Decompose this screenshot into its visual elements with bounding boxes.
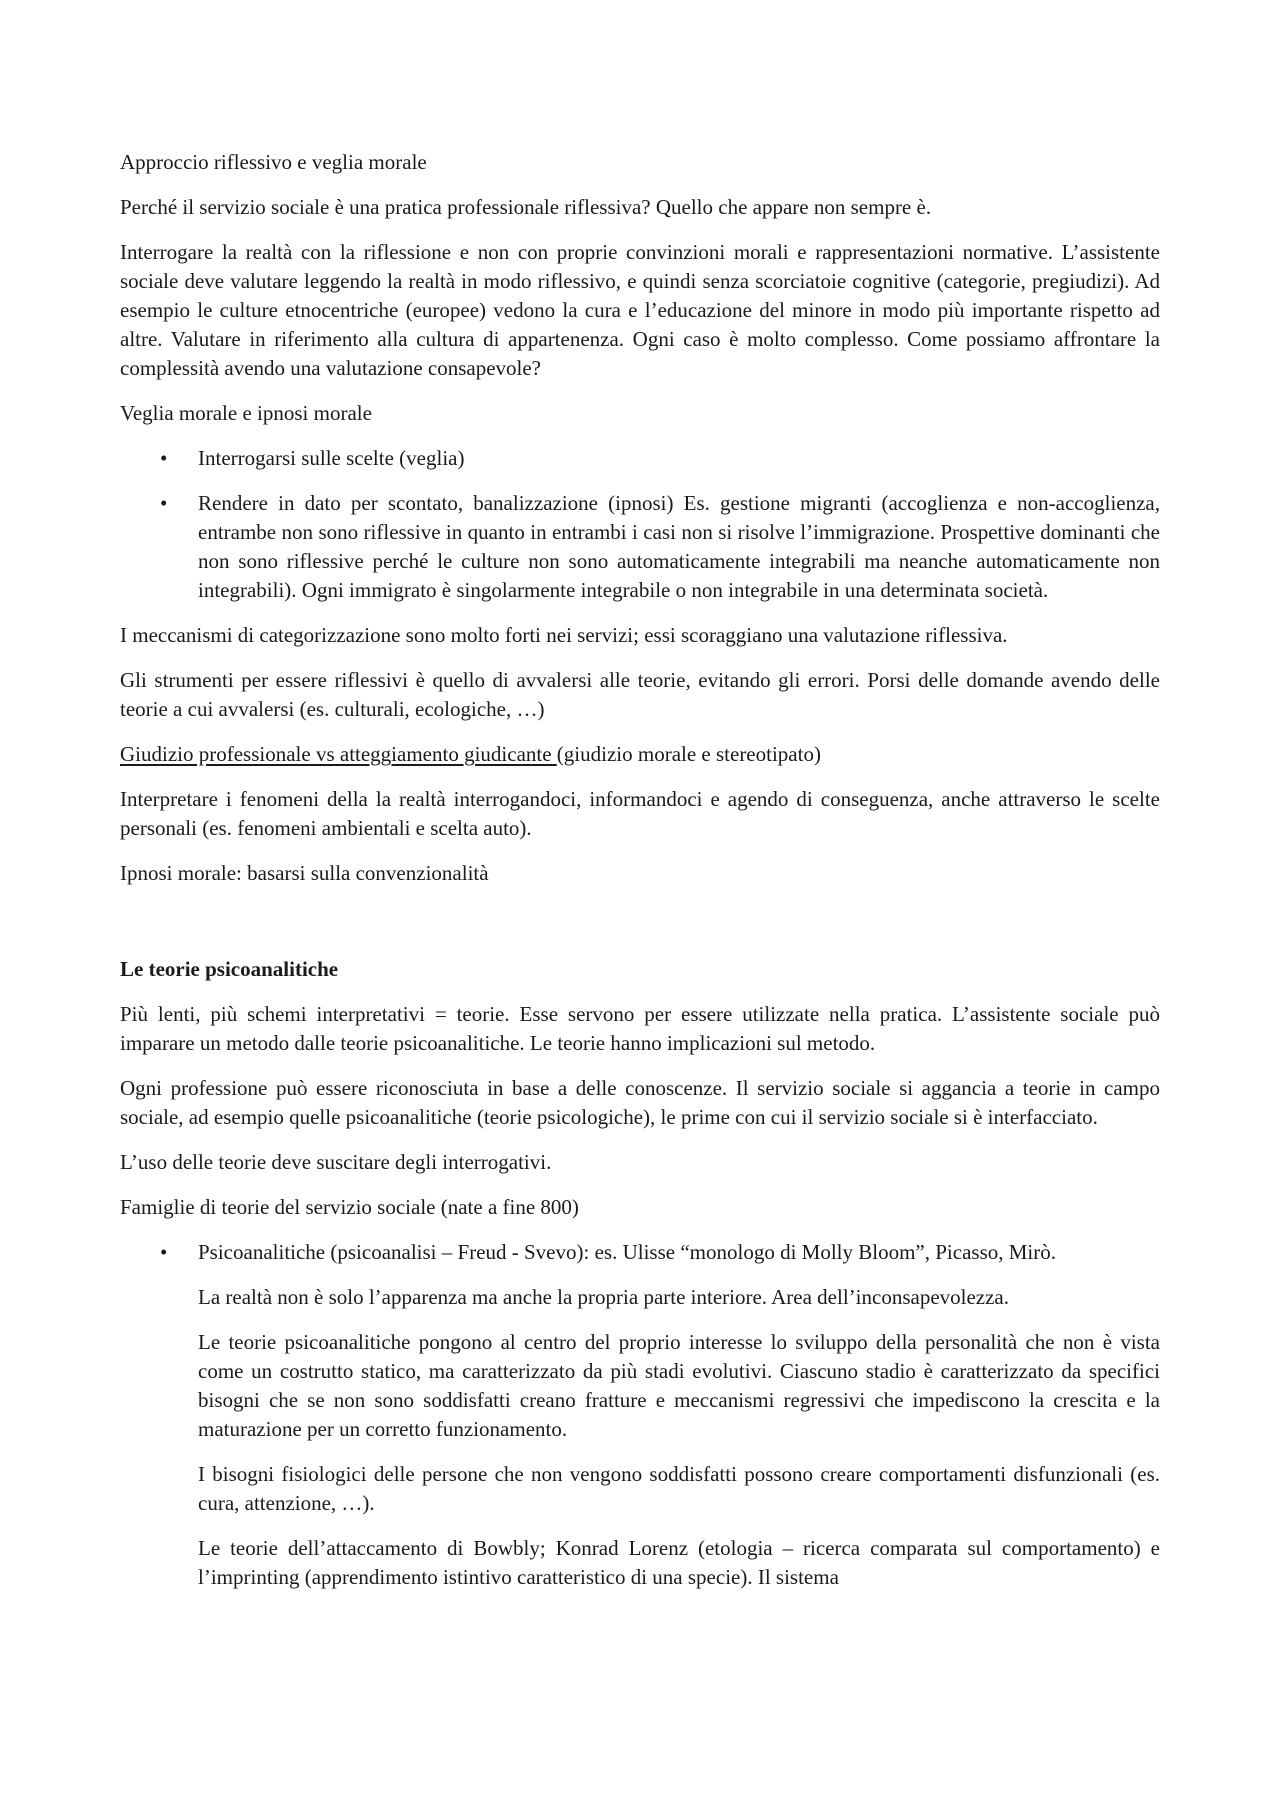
list-item-text: Interrogarsi sulle scelte (veglia) <box>198 446 465 470</box>
list-item-text: Psicoanalitiche (psicoanalisi – Freud - Svevo): es. Ulisse “monologo di Molly Bloom”, Picasso, Mirò. <box>198 1240 1056 1264</box>
section-heading: Approccio riflessivo e veglia morale <box>120 150 427 174</box>
vertical-spacer <box>120 904 1160 955</box>
list-item <box>120 489 1160 605</box>
bullet-icon: • <box>160 1240 168 1264</box>
section-heading: Le teorie psicoanalitiche <box>120 957 339 981</box>
bullet-list <box>120 444 1160 605</box>
paragraph <box>120 740 1160 769</box>
paragraph: Interpretare i fenomeni della la realtà interrogandoci, informandoci e agendo di conseguenza, anche attraverso le scelte personali (es. fenomeni ambientali e scelta auto). <box>120 787 1160 840</box>
indented-paragraph: Le teorie dell’attaccamento di Bowbly; Konrad Lorenz (etologia – ricerca comparata sul comportamento) e l’imprinting (apprendimento istintivo caratteristico di una specie). Il sistema <box>198 1536 1160 1589</box>
subheading: Veglia morale e ipnosi morale <box>120 401 372 425</box>
paragraph: Ogni professione può essere riconosciuta in base a delle conoscenze. Il servizio sociale si aggancia a teorie in campo sociale, ad esempio quelle psicoanalitiche (teorie psicologiche), le prime con cui il servizio sociale si è interfacciato. <box>120 1076 1160 1129</box>
indented-paragraph: Le teorie psicoanalitiche pongono al centro del proprio interesse lo sviluppo della personalità che non è vista come un costrutto statico, ma caratterizzato da più stadi evolutivi. Ciascuno stadio è caratterizzato da specifici bisogni che se non sono soddisfatti creano fratture e meccanismi regressivi che impediscono la crescita e la maturazione per un corretto funzionamento. <box>198 1330 1160 1441</box>
indented-paragraph: La realtà non è solo l’apparenza ma anche la propria parte interiore. Area dell’inconsapevolezza. <box>198 1285 1010 1309</box>
list-item <box>120 444 1160 473</box>
document-page <box>120 148 1160 1608</box>
paragraph: L’uso delle teorie deve suscitare degli interrogativi. <box>120 1150 552 1174</box>
paragraph: Ipnosi morale: basarsi sulla convenzionalità <box>120 861 489 885</box>
bullet-list <box>120 1238 1160 1267</box>
paragraph: Famiglie di teorie del servizio sociale (nate a fine 800) <box>120 1195 579 1219</box>
paragraph: I meccanismi di categorizzazione sono molto forti nei servizi; essi scoraggiano una valutazione riflessiva. <box>120 623 1008 647</box>
paragraph: Gli strumenti per essere riflessivi è quello di avvalersi alle teorie, evitando gli errori. Porsi delle domande avendo delle teorie a cui avvalersi (es. culturali, ecologiche, …) <box>120 668 1160 721</box>
paragraph: Interrogare la realtà con la riflessione e non con proprie convinzioni morali e rappresentazioni normative. L’assistente sociale deve valutare leggendo la realtà in modo riflessivo, e quindi senza scorciatoie cognitive (categorie, pregiudizi). Ad esempio le culture etnocentriche (europee) vedono la cura e l’educazione del minore in modo più importante rispetto ad altre. Valutare in riferimento alla cultura di appartenenza. Ogni caso è molto complesso. Come possiamo affrontare la complessità avendo una valutazione consapevole? <box>120 240 1160 380</box>
list-item-text: Rendere in dato per scontato, banalizzazione (ipnosi) Es. gestione migranti (accoglienza e non-accoglienza, entrambe non sono riflessive in quanto in entrambi i casi non si risolve l’immigrazione. Prospettive dominanti che non sono riflessive perché le culture non sono automaticamente integrabili ma neanche automaticamente non integrabili). Ogni immigrato è singolarmente integrabile o non integrabile in una determinata società. <box>198 491 1160 602</box>
underlined-phrase: Giudizio professionale vs atteggiamento giudicante <box>120 742 557 766</box>
list-item <box>120 1238 1160 1267</box>
paragraph: Più lenti, più schemi interpretativi = teorie. Esse servono per essere utilizzate nella pratica. L’assistente sociale può imparare un metodo dalle teorie psicoanalitiche. Le teorie hanno implicazioni sul metodo. <box>120 1002 1160 1055</box>
paragraph: Perché il servizio sociale è una pratica professionale riflessiva? Quello che appare non sempre è. <box>120 195 932 219</box>
indented-paragraph: I bisogni fisiologici delle persone che non vengono soddisfatti possono creare comportamenti disfunzionali (es. cura, attenzione, …). <box>198 1462 1160 1515</box>
paragraph-rest: (giudizio morale e stereotipato) <box>556 742 821 766</box>
bullet-icon: • <box>160 491 168 515</box>
bullet-icon: • <box>160 446 168 470</box>
